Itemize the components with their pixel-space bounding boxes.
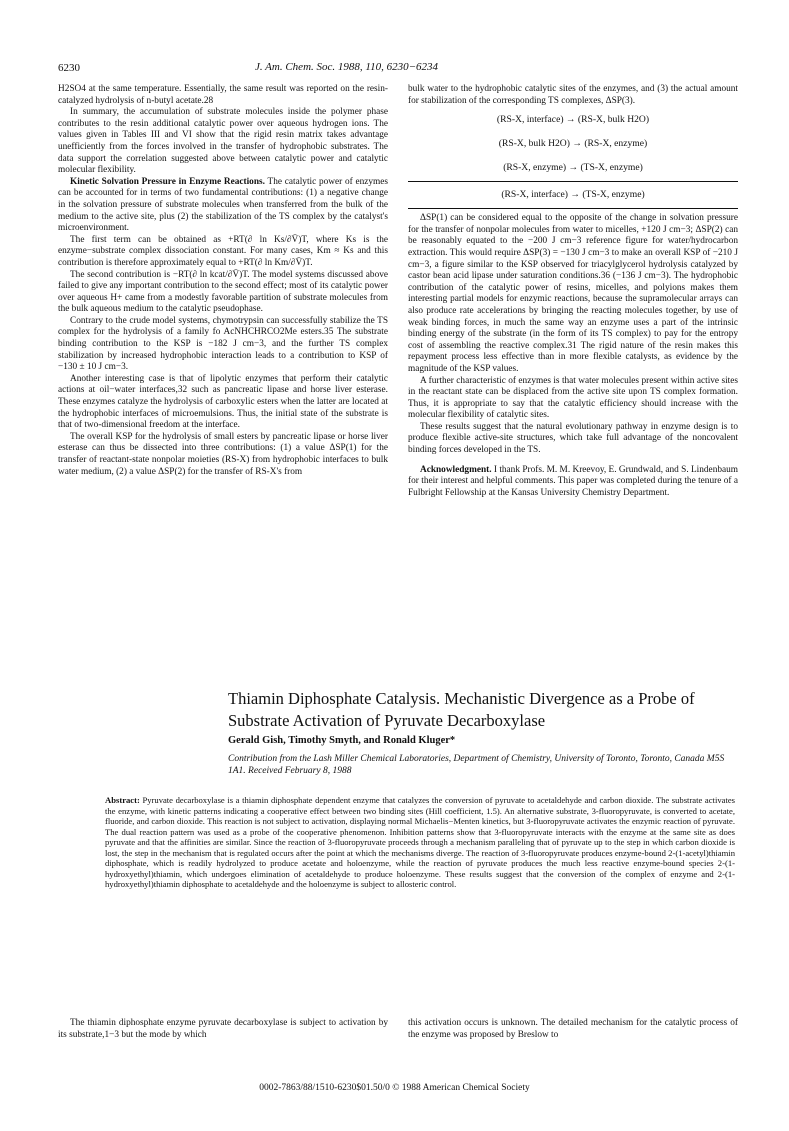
paragraph: The thiamin diphosphate enzyme pyruvate decarboxylase is subject to activation by its substrate,1−3 but the mode by which [58, 1018, 388, 1040]
equation-4: (RS-X, interface) → (TS-X, enzyme) [501, 189, 645, 201]
paragraph: H2SO4 at the same temperature. Essentially, the same result was reported on the resin-catalyzed hydrolysis of n-butyl acetate.28 [58, 84, 388, 106]
body-right-column [408, 1018, 738, 1041]
equation-3: (RS-X, enzyme) → (TS-X, enzyme) [503, 162, 643, 174]
article-affiliation: Contribution from the Lash Miller Chemical Laboratories, Department of Chemistry, University of Toronto, Toronto, Canada M5S 1A1. Received February 8, 1988 [228, 754, 725, 776]
page-number: 6230 [58, 62, 80, 74]
equation-1: (RS-X, interface) → (RS-X, bulk H2O) [496, 114, 650, 126]
running-head: J. Am. Chem. Soc. 1988, 110, 6230−6234 [255, 61, 438, 73]
article-title: Thiamin Diphosphate Catalysis. Mechanistic Divergence as a Probe of Substrate Activation of Pyruvate Decarboxylase [228, 689, 695, 730]
acknowledgment-heading: Acknowledgment. [420, 464, 492, 475]
paragraph: The second contribution is −RT(∂ ln kcat/∂V̄)T. The model systems discussed above failed to give any important contribution to the second effect; most of its catalytic power over aqueous H+ came from a modestly favorable partition of substrate molecules from the bulk aqueous medium to the catalytic pseudophase. [58, 269, 388, 315]
paragraph: bulk water to the hydrophobic catalytic sites of the enzymes, and (3) the actual amount for stabilization of the corresponding TS complexes, ΔSP(3). [408, 84, 738, 106]
abstract [105, 795, 735, 890]
equation-sum-rule [408, 181, 738, 182]
article-authors: Gerald Gish, Timothy Smyth, and Ronald Kluger* [228, 735, 456, 746]
equation-rule [408, 208, 738, 209]
paragraph: These results suggest that the natural evolutionary pathway in enzyme design is to produce flexible active-site structures, which take full advantage of the noncovalent binding forces developed in the TS. [408, 421, 738, 456]
left-column [58, 84, 388, 478]
abstract-text: Pyruvate decarboxylase is a thiamin diphosphate dependent enzyme that catalyzes the conversion of pyruvate to acetaldehyde and carbon dioxide. The substrate activates the enzyme, with kinetic patterns indicating a cooperative effect between two binding sites (Hill coefficient, 1.5). An alternative substrate, 3-fluoropyruvate, is converted to acetate, fluoride, and carbon dioxide. This reaction is not subject to activation, displaying normal Michaelis−Menten kinetics, but 3-fluoropyruvate activates the enzymic reaction of pyruvate. The dual reaction pattern was used as a probe of the cooperative phenomenon. Inhibition patterns show that 3-fluoropyruvate interacts with the enzyme at the same site as does pyruvate and that the affinities are similar. Since the reaction of 3-fluoropyruvate proceeds through a mechanism paralleling that of pyruvate up to the step in which carbon dioxide is lost, the step in the mechanism that is regulated occurs after the point at which the mechanisms diverge. The reaction of 3-fluoropyruvate produces enzyme-bound 2-(1-acetyl)thiamin diphosphate, which is readily hydrolyzed to produce acetate and holoenzyme, while the reaction of pyruvate produces the much less reactive enzyme-bound species 2-(1-hydroxyethyl)thiamin, which undergoes elimination of acetaldehyde to produce holoenzyme. These results suggest that the conversion of the complex of enzyme and 2-(1-hydroxyethyl)thiamin diphosphate to acetaldehyde and the holoenzyme is subject to allosteric control. [105, 795, 735, 889]
paragraph: Contrary to the crude model systems, chymotrypsin can successfully stabilize the TS complex for the hydrolysis of a family fo AcNHCHRCO2Me esters.35 The substrate binding contribution to the KSP is −182 J cm−3, and the further TS complex stabilization by increased hydrophobic interaction leads to a contribution to KSP of −130 ± 10 J cm−3. [58, 315, 388, 373]
acknowledgment: I thank Profs. M. M. Kreevoy, E. Grundwald, and S. Lindenbaum for their interest and helpful comments. This paper was completed during the tenure of a Fulbright Fellowship at the Kansas University Chemistry Department. [408, 464, 738, 498]
equation-2: (RS-X, bulk H2O) → (RS-X, enzyme) [498, 138, 648, 150]
body-left-column [58, 1018, 388, 1041]
paragraph: A further characteristic of enzymes is that water molecules present within active sites in the reactant state can be displaced from the active site upon TS complex formation. Thus, it is appropriate to say that the catalytic efficiency should increase with the molecular flexibility of catalytic sites. [408, 375, 738, 421]
paragraph: In summary, the accumulation of substrate molecules inside the polymer phase contributes to the resin additional catalytic power over aqueous hydrogen ions. The values given in Tables III and VI show that the rigid resin matrix takes advantage unefficiently from the forces involved in the transfer of hydrophobic substrates. The data support the correlation suggested above between catalytic power and catalytic molecular flexibility. [58, 107, 388, 176]
paragraph: this activation occurs is unknown. The detailed mechanism for the catalytic process of the enzyme was proposed by Breslow to [408, 1018, 738, 1040]
paragraph: The catalytic power of enzymes can be accounted for in terms of two fundamental contributions: (1) a negative change in the solvation pressure of substrate molecules when transferred from the bulk of the medium to the active site, plus (2) the stabilization of the TS complex by the catalyst's microenvironment. [58, 176, 388, 234]
paragraph: Another interesting case is that of lipolytic enzymes that perform their catalytic actions at oil−water interfaces,32 such as pancreatic lipase and horse liver esterase. These enzymes catalyze the hydrolysis of carboxylic esters when the latter are located at the hydrophobic interfaces of microemulsions. Thus, the initial state of the substrate is that of two-dimensional freedom at the interface. [58, 373, 388, 431]
abstract-label: Abstract: [105, 795, 140, 805]
paragraph: ΔSP(1) can be considered equal to the opposite of the change in solvation pressure for the transfer of nonpolar molecules from water to micelles, +120 J cm−3; ΔSP(2) can be reasonably equated to the −200 J cm−3 reference figure for water/hydrocarbon extraction. This would require ΔSP(3) = −130 J cm−3 to make an overall KSP of −210 J cm−3, a figure similar to the KSP observed for triacylglycerol hydrolysis catalyzed by castor bean acid lipase under saturation conditions.36 (−136 J cm−3). The hydrophobic contribution of the catalytic power of resins, micelles, and polyions makes them interesting partial models for enzymic reactions, because the supramolecular arrays can also produce rate accelerations by bringing the reacting molecules together, by use of weak binding forces, in much the same way an enzyme uses a part of the intrinsic binding energy of the substrate (in the form of its TS complex) to pay for the entropy cost of assembling the reactive complex.31 The rigid nature of the resin makes this repayment process less effective than in more flexible catalysts, as evidence by the magnitude of the KSP values. [408, 213, 738, 374]
right-column [408, 84, 738, 499]
paragraph: The first term can be obtained as +RT(∂ ln Ks/∂V̄)T, where Ks is the enzyme−substrate complex dissociation constant. For many cases, Km ≈ Ks and this contribution is therefore approximately equal to +RT(∂ ln Km/∂V̄)T. [58, 234, 388, 268]
footer-copyright: 0002-7863/88/1510-6230$01.50/0 © 1988 American Chemical Society [259, 1083, 530, 1093]
paragraph: The overall KSP for the hydrolysis of small esters by pancreatic lipase or horse liver esterase can thus be dissected into three contributions: (1) a value ΔSP(1) for the transfer of reactant-state nonpolar moieties (RS-X) from hydrophobic interfaces to bulk water medium, (2) a value ΔSP(2) for the transfer of RS-X's from [58, 431, 388, 477]
section-heading: Kinetic Solvation Pressure in Enzyme Reactions. [70, 176, 265, 187]
